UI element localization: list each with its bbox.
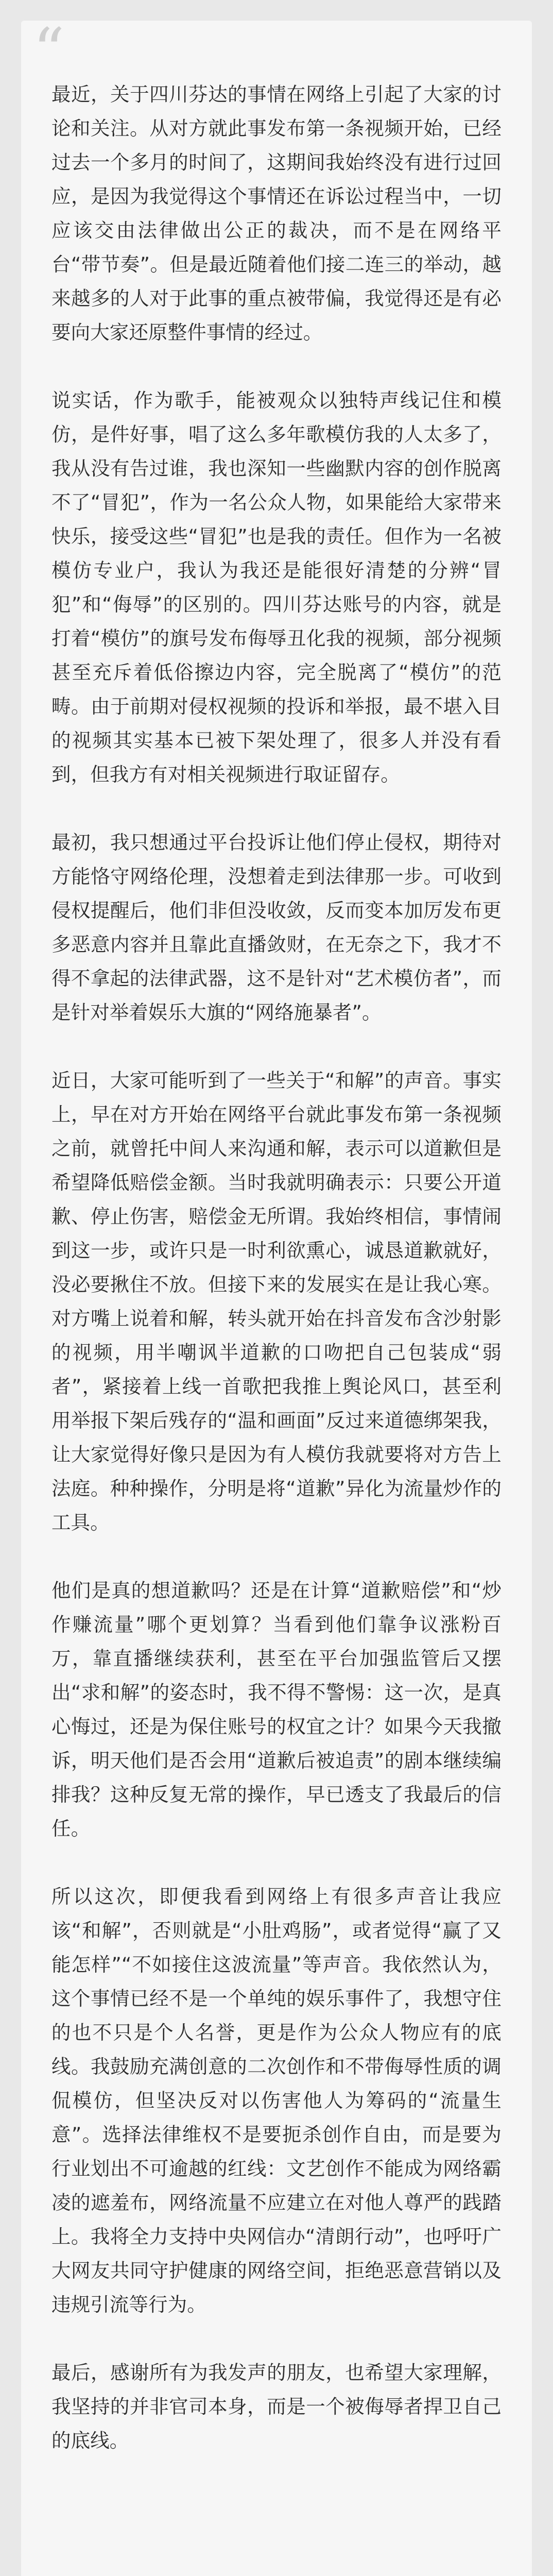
paragraph-4: 近日，大家可能听到了一些关于“和解”的声音。事实上，早在对方开始在网络平台就此事发布第一条视频之前，就曾托中间人来沟通和解，表示可以道歉但是希望降低赔偿金额。当时我就明确表示：只要公开道歉、停止伤害，赔偿金无所谓。我始终相信，事情闹到这一步，或许只是一时利欲熏心，诚恳道歉就好，没必要揪住不放。但接下来的发展实在是让我心寒。对方嘴上说着和解，转头就开始在抖音发布含沙射影的视频，用半嘲讽半道歉的口吻把自己包装成“弱者”，紧接着上线一首歌把我推上舆论风口，甚至利用举报下架后残存的“温和画面”反过来道德绑架我，让大家觉得好像只是因为有人模仿我就要将对方告上法庭。种种操作，分明是将“道歉”异化为流量炒作的工具。 — [51, 1069, 502, 1534]
paragraph-2: 说实话，作为歌手，能被观众以独特声线记住和模仿，是件好事，唱了这么多年歌模仿我的人太多了，我从没有告过谁，我也深知一些幽默内容的创作脱离不了“冒犯”，作为一名公众人物，如果能给大家带来快乐，接受这些“冒犯”也是我的责任。但作为一名被模仿专业户，我认为我还是能很好清楚的分辨“冒犯”和“侮辱”的区别的。四川芬达账号的内容，就是打着“模仿”的旗号发布侮辱丑化我的视频，部分视频甚至充斥着低俗擦边内容，完全脱离了“模仿”的范畴。由于前期对侵权视频的投诉和举报，最不堪入目的视频其实基本已被下架处理了，很多人并没有看到，但我方有对相关视频进行取证留存。 — [51, 389, 502, 786]
paragraph-5: 他们是真的想道歉吗？还是在计算“道歉赔偿”和“炒作赚流量”哪个更划算？当看到他们靠争议涨粉百万，靠直播继续获利，甚至在平台加强监管后又摆出“求和解”的姿态时，我不得不警惕：这一次，是真心悔过，还是为保住账号的权宜之计？如果今天我撤诉，明天他们是否会用“道歉后被追责”的剧本继续编排我？这种反复无常的操作，早已透支了我最后的信任。 — [51, 1579, 502, 1840]
statement-body — [51, 77, 502, 2458]
paragraph-6: 所以这次，即便我看到网络上有很多声音让我应该“和解”，否则就是“小肚鸡肠”，或者觉得“赢了又能怎样”“不如接住这波流量”等声音。我依然认为，这个事情已经不是一个单纯的娱乐事件了，我想守住的也不只是个人名誉，更是作为公众人物应有的底线。我鼓励充满创意的二次创作和不带侮辱性质的调侃模仿，但坚决反对以伤害他人为筹码的“流量生意”。选择法律维权不是要扼杀创作自由，而是要为行业划出不可逾越的红线：文艺创作不能成为网络霸凌的遮羞布，网络流量不应建立在对他人尊严的践踏上。我将全力支持中央网信办“清朗行动”，也呼吁广大网友共同守护健康的网络空间，拒绝恶意营销以及违规引流等行为。 — [51, 1885, 502, 2316]
paragraph-3: 最初，我只想通过平台投诉让他们停止侵权，期待对方能恪守网络伦理，没想着走到法律那一步。可收到侵权提醒后，他们非但没收敛，反而变本加厉发布更多恶意内容并且靠此直播敛财，在无奈之下，我才不得不拿起的法律武器，这不是针对“艺术模仿者”，而是针对举着娱乐大旗的“网络施暴者”。 — [51, 831, 502, 1024]
quote-mark-icon: “ — [33, 15, 65, 87]
paragraph-1: 最近，关于四川芬达的事情在网络上引起了大家的讨论和关注。从对方就此事发布第一条视频开始，已经过去一个多月的时间了，这期间我始终没有进行过回应，是因为我觉得这个事情还在诉讼过程当中，一切应该交由法律做出公正的裁决，而不是在网络平台“带节奏”。但是最近随着他们接二连三的举动，越来越多的人对于此事的重点被带偏，我觉得还是有必要向大家还原整件事情的经过。 — [51, 83, 502, 344]
paragraph-7: 最后，感谢所有为我发声的朋友，也希望大家理解，我坚持的并非官司本身，而是一个被侮辱者捍卫自己的底线。 — [51, 2361, 502, 2452]
